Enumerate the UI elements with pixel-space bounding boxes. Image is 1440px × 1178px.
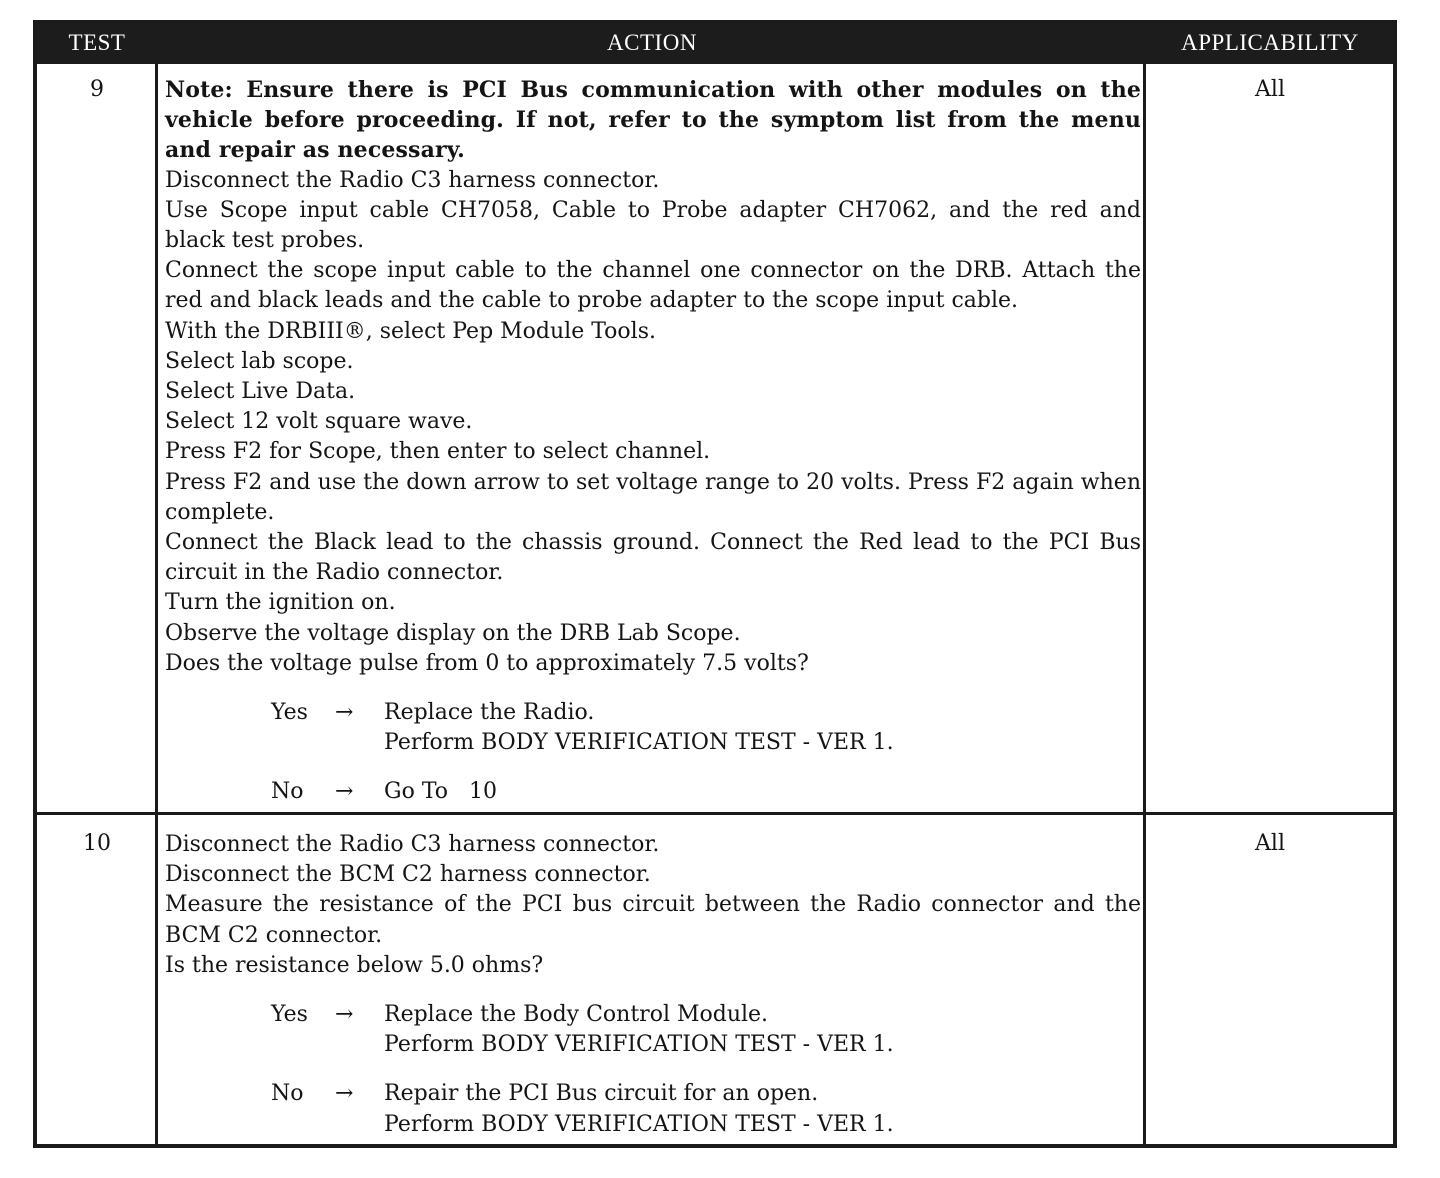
diagnostic-table bbox=[33, 20, 1397, 1148]
step: Does the voltage pulse from 0 to approximately 7.5 volts? bbox=[165, 650, 809, 676]
step: Connect the Black lead to the chassis ground. Connect the Red lead to the PCI Bus circuit in the Radio connector. bbox=[165, 530, 1141, 586]
step: Measure the resistance of the PCI bus circuit between the Radio connector and the BCM C2 connector. bbox=[165, 892, 1141, 948]
action-cell bbox=[165, 75, 1141, 808]
test-number: 9 bbox=[90, 77, 104, 102]
step: Disconnect the Radio C3 harness connector. bbox=[165, 167, 660, 193]
header-test: TEST bbox=[68, 30, 126, 55]
right-arrow-icon: → bbox=[335, 779, 354, 805]
step: Observe the voltage display on the DRB Lab Scope. bbox=[165, 620, 741, 646]
step: Disconnect the Radio C3 harness connector. bbox=[165, 832, 660, 857]
step: Select 12 volt square wave. bbox=[165, 409, 473, 435]
outcome-label: Yes bbox=[271, 700, 308, 726]
applicability-value: All bbox=[1255, 77, 1285, 102]
step: With the DRBIII®, select Pep Module Tools. bbox=[165, 318, 656, 344]
outcome-yes bbox=[271, 1000, 1141, 1060]
note-text: Note: Ensure there is PCI Bus communication with other modules on the vehicle before proceeding. If not, refer to the symptom list from the menu and repair as necessary. bbox=[165, 77, 1141, 164]
outcome-result: Perform BODY VERIFICATION TEST - VER 1. bbox=[384, 730, 894, 756]
step: Select Live Data. bbox=[165, 379, 356, 405]
step: Select lab scope. bbox=[165, 348, 354, 374]
step: Disconnect the BCM C2 harness connector. bbox=[165, 862, 651, 888]
outcome-result: Repair the PCI Bus circuit for an open. bbox=[384, 1081, 819, 1107]
outcome-label: Yes bbox=[271, 1002, 308, 1028]
step: Press F2 and use the down arrow to set voltage range to 20 volts. Press F2 again when complete. bbox=[165, 469, 1141, 525]
outcome-yes bbox=[271, 698, 1141, 758]
row-divider bbox=[37, 812, 1393, 815]
column-divider bbox=[1143, 64, 1146, 1148]
outcome-no bbox=[271, 777, 1141, 807]
step: Press F2 for Scope, then enter to select channel. bbox=[165, 439, 711, 465]
outcome-results bbox=[384, 698, 1141, 758]
header-action: ACTION bbox=[607, 30, 697, 55]
outcome-result: Perform BODY VERIFICATION TEST - VER 1. bbox=[384, 1111, 894, 1137]
right-arrow-icon: → bbox=[335, 700, 354, 726]
right-arrow-icon: → bbox=[335, 1002, 354, 1028]
outcome-result: Replace the Body Control Module. bbox=[384, 1002, 769, 1028]
outcome-result: Perform BODY VERIFICATION TEST - VER 1. bbox=[384, 1032, 894, 1058]
outcome-results bbox=[384, 777, 1141, 807]
outcome-label: No bbox=[271, 779, 304, 805]
step: Turn the ignition on. bbox=[165, 590, 396, 616]
step: Is the resistance below 5.0 ohms? bbox=[165, 952, 544, 978]
right-arrow-icon: → bbox=[335, 1081, 354, 1107]
column-divider bbox=[155, 64, 158, 1148]
outcome-label: No bbox=[271, 1081, 304, 1107]
table-header bbox=[37, 24, 1393, 64]
outcome-results bbox=[384, 1000, 1141, 1060]
step: Use Scope input cable CH7058, Cable to Probe adapter CH7062, and the red and black test probes. bbox=[165, 197, 1141, 254]
outcome-result: Replace the Radio. bbox=[384, 700, 595, 726]
action-cell bbox=[165, 830, 1141, 1140]
applicability-value: All bbox=[1255, 831, 1285, 856]
step: Connect the scope input cable to the channel one connector on the DRB. Attach the red and black leads and the cable to probe adapter to the scope input cable. bbox=[165, 258, 1141, 314]
header-applicability: APPLICABILITY bbox=[1181, 30, 1359, 55]
test-number: 10 bbox=[83, 831, 111, 856]
outcome-no bbox=[271, 1079, 1141, 1139]
outcome-results bbox=[384, 1079, 1141, 1139]
outcome-result: Go To 10 bbox=[384, 779, 497, 805]
